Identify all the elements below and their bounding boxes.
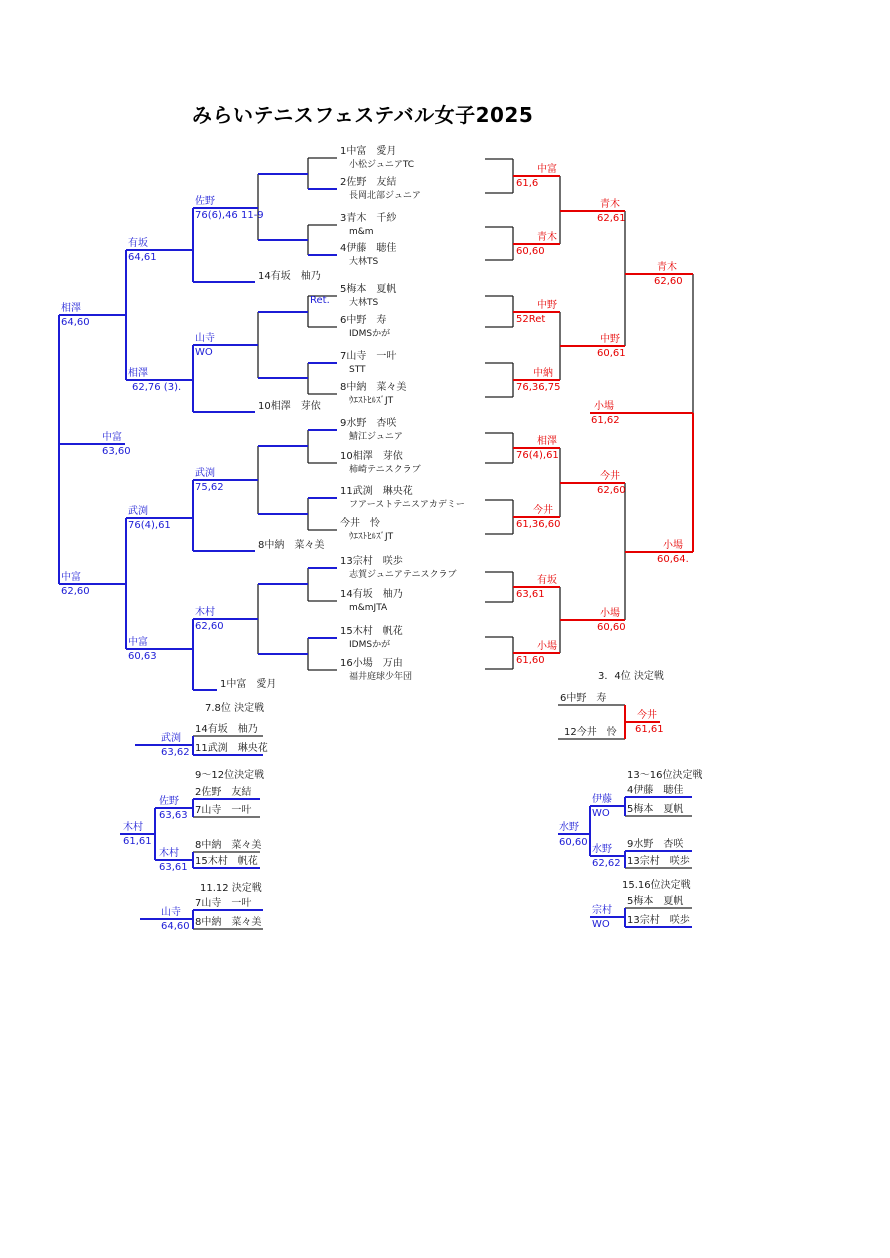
player-label: 14有坂 柚乃 [195, 724, 258, 735]
winner-name: 武渕 [128, 506, 148, 517]
entry-name: 13宗村 咲歩 [340, 556, 403, 567]
player-label: 5梅本 夏帆 [627, 896, 684, 907]
winner-score: 63,60 [102, 446, 131, 457]
winner-name: 中野 [600, 334, 620, 345]
winner-score: 60,60 [516, 246, 545, 257]
winner-name: 木村 [195, 607, 215, 618]
winner-name: 今井 [637, 710, 657, 721]
player-label: 6中野 寿 [560, 693, 607, 704]
winner-score: 62,60 [597, 485, 626, 496]
winner-name: 武渕 [195, 468, 215, 479]
entry-club: STT [349, 365, 366, 375]
winner-name: 佐野 [195, 196, 215, 207]
winner-score: 60,61 [597, 348, 626, 359]
entry-name: 3青木 千紗 [340, 213, 397, 224]
entry-name: 11武渕 琳央花 [340, 486, 413, 497]
winner-name: 相澤 [128, 368, 148, 379]
winner-name: 相澤 [61, 303, 81, 314]
winner-score: 63,62 [161, 747, 190, 758]
winner-name: 有坂 [128, 238, 148, 249]
winner-name: 青木 [657, 262, 677, 273]
winner-name: 中富 [537, 164, 557, 175]
ret-note: Ret. [310, 295, 330, 306]
entry-club: m&mJTA [349, 603, 388, 613]
entry-club: 柿崎テニスクラブ [349, 465, 421, 475]
winner-name: 水野 [592, 844, 612, 855]
page-title: みらいテニスフェステバル女子2025 [192, 103, 534, 127]
winner-name: 山寺 [161, 907, 181, 918]
winner-name: 中富 [61, 572, 81, 583]
entry-club: m&m [349, 227, 374, 237]
winner-name: 伊藤 [592, 794, 612, 805]
feed-in-label: 14有坂 柚乃 [258, 271, 321, 282]
winner-name: 小場 [594, 401, 614, 412]
player-label: 15木村 帆花 [195, 856, 258, 867]
entry-name: 6中野 寿 [340, 315, 387, 326]
winner-score: 61,61 [635, 724, 664, 735]
winner-name: 中富 [128, 637, 148, 648]
winner-score: 62,60 [195, 621, 224, 632]
section-header: 7.8位 決定戦 [205, 703, 265, 714]
winner-score: 76,36,75 [516, 382, 561, 393]
entry-name: 14有坂 柚乃 [340, 589, 403, 600]
winner-score: WO [195, 347, 213, 358]
player-label: 8中納 菜々美 [195, 840, 262, 851]
section-header: 3．4位 決定戦 [598, 671, 664, 682]
winner-name: 木村 [123, 822, 143, 833]
winner-name: 今井 [533, 505, 553, 516]
winner-score: 76(4),61 [128, 520, 171, 531]
section-header: 15.16位決定戦 [622, 880, 691, 891]
winner-score: 63,61 [516, 589, 545, 600]
entry-club: ｳｴｽﾄﾋﾙｽﾞJT [349, 532, 394, 542]
entry-club: 福井庭球少年団 [349, 672, 413, 682]
entry-name: 今井 怜 [340, 518, 380, 529]
winner-score: 75,62 [195, 482, 224, 493]
entry-club: IDMSかが [349, 329, 391, 339]
winner-name: 今井 [600, 471, 620, 482]
winner-score: 60,60 [559, 837, 588, 848]
winner-score: 52Ret [516, 314, 546, 325]
entry-name: 10相澤 芽依 [340, 451, 403, 462]
player-label: 11武渕 琳央花 [195, 743, 268, 754]
winner-score: 60,60 [597, 622, 626, 633]
feed-in-label: 8中納 菜々美 [258, 540, 325, 551]
winner-score: 64,61 [128, 252, 157, 263]
player-label: 13宗村 咲歩 [627, 915, 690, 926]
winner-name: 小場 [663, 540, 683, 551]
winner-name: 有坂 [537, 575, 557, 586]
player-label: 7山寺 一叶 [195, 898, 252, 909]
winner-score: 60,64. [657, 554, 689, 565]
winner-score: 61,61 [123, 836, 152, 847]
winner-name: 中富 [102, 432, 122, 443]
player-label: 9水野 杏咲 [627, 839, 684, 850]
winner-name: 宗村 [592, 905, 612, 916]
player-label: 4伊藤 聴佳 [627, 785, 684, 796]
winner-score: 76(4),61 [516, 450, 559, 461]
entry-club: 大林TS [349, 257, 379, 267]
winner-score: 61,62 [591, 415, 620, 426]
player-label: 5梅本 夏帆 [627, 804, 684, 815]
entry-name: 15木村 帆花 [340, 626, 403, 637]
entry-name: 16小場 万由 [340, 658, 403, 669]
entry-club: フアーストテニスアカデミー [349, 500, 465, 510]
entry-name: 9水野 杏咲 [340, 418, 397, 429]
winner-name: 小場 [537, 641, 557, 652]
feed-in-label: 1中富 愛月 [220, 679, 277, 690]
entry-club: 志賀ジュニアテニスクラブ [349, 570, 457, 580]
entry-club: IDMSかが [349, 640, 391, 650]
entry-name: 2佐野 友結 [340, 177, 397, 188]
winner-score: 60,63 [128, 651, 157, 662]
player-label: 12今井 怜 [564, 727, 617, 738]
winner-name: 武渕 [161, 733, 181, 744]
section-header: 13～16位決定戦 [627, 770, 703, 781]
entry-club: 小松ジュニアTC [349, 160, 415, 170]
feed-in-label: 10相澤 芽依 [258, 401, 321, 412]
entry-name: 7山寺 一叶 [340, 351, 397, 362]
player-label: 7山寺 一叶 [195, 805, 252, 816]
winner-score: 62,60 [654, 276, 683, 287]
entry-name: 4伊藤 聴佳 [340, 243, 397, 254]
player-label: 8中納 菜々美 [195, 917, 262, 928]
entry-name: 8中納 菜々美 [340, 382, 407, 393]
winner-name: 水野 [559, 822, 579, 833]
winner-score: 63,63 [159, 810, 188, 821]
winner-name: 相澤 [537, 436, 557, 447]
winner-score: WO [592, 808, 610, 819]
winner-name: 青木 [600, 199, 620, 210]
section-header: 9～12位決定戦 [195, 770, 265, 781]
winner-name: 中納 [533, 368, 553, 379]
winner-name: 青木 [537, 232, 557, 243]
winner-score: 62,61 [597, 213, 626, 224]
winner-score: 61,36,60 [516, 519, 561, 530]
winner-score: 61,60 [516, 655, 545, 666]
winner-name: 佐野 [159, 796, 179, 807]
entry-club: 鯖江ジュニア [349, 432, 403, 442]
entry-club: 大林TS [349, 298, 379, 308]
section-header: 11.12 決定戦 [200, 883, 262, 894]
player-label: 13宗村 咲歩 [627, 856, 690, 867]
winner-score: 63,61 [159, 862, 188, 873]
entry-club: 長岡北部ジュニア [349, 191, 421, 201]
winner-name: 中野 [537, 300, 557, 311]
winner-name: 山寺 [195, 333, 215, 344]
winner-name: 木村 [159, 848, 179, 859]
player-label: 2佐野 友結 [195, 787, 252, 798]
winner-score: 76(6),46 11-9 [195, 210, 264, 221]
winner-score: 62,60 [61, 586, 90, 597]
winner-score: 64,60 [161, 921, 190, 932]
entry-name: 1中富 愛月 [340, 146, 397, 157]
winner-score: 62,76 (3). [132, 382, 182, 393]
entry-name: 5梅本 夏帆 [340, 284, 397, 295]
winner-score: 61,6 [516, 178, 539, 189]
winner-name: 小場 [600, 608, 620, 619]
winner-score: 62,62 [592, 858, 621, 869]
entry-club: ｳｴｽﾄﾋﾙｽﾞJT [349, 396, 394, 406]
winner-score: 64,60 [61, 317, 90, 328]
winner-score: WO [592, 919, 610, 930]
